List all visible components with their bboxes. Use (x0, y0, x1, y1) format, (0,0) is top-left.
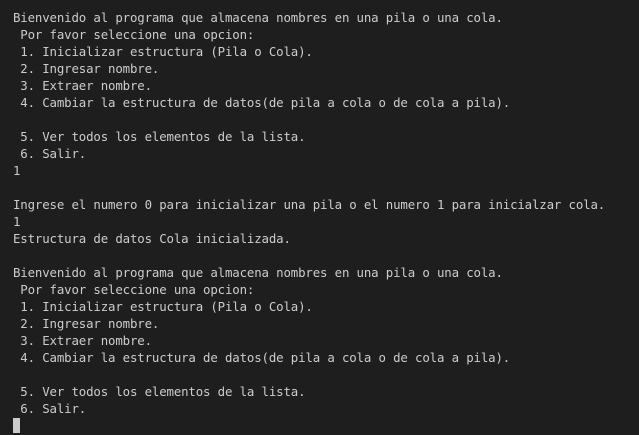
text-cursor (13, 418, 20, 433)
output-line: 3. Extraer nombre. (13, 333, 152, 348)
output-line: 2. Ingresar nombre. (13, 316, 160, 331)
output-line: Por favor seleccione una opcion: (13, 27, 255, 42)
output-line: 1 (13, 163, 21, 178)
output-line: 5. Ver todos los elementos de la lista. (13, 129, 306, 144)
output-line: 4. Cambiar la estructura de datos(de pila a cola o de cola a pila). (13, 350, 511, 365)
output-line (13, 179, 639, 196)
output-line: 1 (13, 214, 21, 229)
output-line: 1. Inicializar estructura (Pila o Cola). (13, 299, 313, 314)
output-line: 2. Ingresar nombre. (13, 61, 160, 76)
input-prompt-line[interactable] (13, 417, 639, 434)
output-line: Ingrese el numero 0 para inicializar una pila o el numero 1 para inicialzar cola. (13, 197, 606, 212)
output-line: 6. Salir. (13, 401, 87, 416)
output-line: 1. Inicializar estructura (Pila o Cola). (13, 44, 313, 59)
output-line: Por favor seleccione una opcion: (13, 282, 255, 297)
output-line: Estructura de datos Cola inicializada. (13, 231, 291, 246)
output-line: 3. Extraer nombre. (13, 78, 152, 93)
output-line: Bienvenido al programa que almacena nombres en una pila o una cola. (13, 265, 503, 280)
output-line: 5. Ver todos los elementos de la lista. (13, 384, 306, 399)
output-line: 6. Salir. (13, 146, 87, 161)
output-line (13, 366, 639, 383)
output-line: Bienvenido al programa que almacena nombres en una pila o una cola. (13, 10, 503, 25)
output-line: 4. Cambiar la estructura de datos(de pila a cola o de cola a pila). (13, 95, 511, 110)
output-line (13, 247, 639, 264)
output-line (13, 111, 639, 128)
